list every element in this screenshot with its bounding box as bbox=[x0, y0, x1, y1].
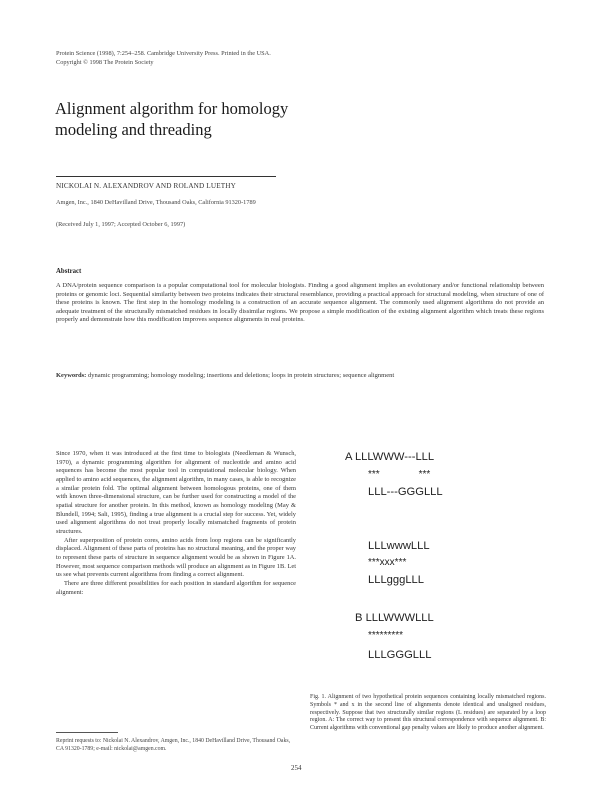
journal-copyright: Copyright © 1998 The Protein Society bbox=[56, 58, 154, 66]
figure-a-row-3: LLL---GGGLLL bbox=[368, 486, 443, 498]
page-number: 254 bbox=[291, 764, 302, 772]
body-text bbox=[56, 450, 296, 597]
body-paragraph-3: There are three different possibilities for each position in standard algorithm for sequence alignment: bbox=[56, 580, 296, 596]
abstract-heading: Abstract bbox=[56, 268, 82, 275]
title-line-1: Alignment algorithm for homology bbox=[55, 99, 289, 118]
figure-mid-row-3: LLLgggLLL bbox=[368, 574, 424, 586]
figure-b-row-2: ********* bbox=[368, 630, 404, 641]
paper-title bbox=[55, 98, 355, 140]
figure-mid-row-2: ***xxx*** bbox=[368, 557, 407, 568]
received-dates: (Received July 1, 1997; Accepted October 6, 1997) bbox=[56, 221, 186, 228]
figure-a-row-1: A LLLWWW---LLL bbox=[345, 451, 435, 463]
title-line-2: modeling and threading bbox=[55, 120, 212, 139]
figure-mid-row-1: LLLwwwLLL bbox=[368, 540, 430, 552]
figure-b-row-1: B LLLWWWLLL bbox=[355, 612, 434, 624]
figure-b-row-3: LLLGGGLLL bbox=[368, 649, 432, 661]
journal-citation: Protein Science (1998), 7:254–258. Cambridge University Press. Printed in the USA. bbox=[56, 50, 271, 57]
title-rule bbox=[56, 176, 276, 177]
abstract-text: A DNA/protein sequence comparison is a popular computational tool for molecular biologists. Finding a good alignment implies an evolutionary and/or functional relationship between proteins or genomic loci. Sequential similarity between two proteins indicates their structural resemblance, providing a practical approach for structural modeling, when structure of one of these proteins is known. The first step in the homology modeling is a construction of an accurate sequence alignment. The commonly used alignment algorithms do not provide an adequate treatment of the structurally mismatched residues in locally dissimilar regions. We propose a simple modification of the existing alignment algorithm which treats these regions properly and demonstrate how this modification improves sequence alignments in real proteins. bbox=[56, 282, 544, 324]
affiliation: Amgen, Inc., 1840 DeHavilland Drive, Thousand Oaks, California 91320-1789 bbox=[56, 199, 256, 206]
figure-a-row-2: *** *** bbox=[368, 469, 431, 480]
body-paragraph-2: After superposition of protein cores, amino acids from loop regions can be significantly displaced. Alignment of these parts of proteins has no structural meaning, and the proper way to represent these parts of structure in sequence alignment would be as shown in Figure 1A. However, most sequence comparison methods will produce an alignment as in Figure 1B. Let us see what prevents current algorithms from finding a correct alignment. bbox=[56, 536, 296, 579]
keywords-text: dynamic programming; homology modeling; insertions and deletions; loops in protein structures; sequence alignment bbox=[87, 372, 395, 379]
footnote: Reprint requests to: Nickolai N. Alexandrov, Amgen, Inc., 1840 DeHavilland Drive, Thousand Oaks, CA 91320-1789; e-mail: nickolai@amgen.com. bbox=[56, 738, 291, 752]
journal-header bbox=[56, 50, 356, 67]
figure-caption: Fig. 1. Alignment of two hypothetical protein sequences containing locally mismatched regions. Symbols * and x in the second line of alignments denote identical and unaligned residues, respectively. Suppose that two structurally similar regions (L residues) are separated by a loop region. A: The correct way to present this structural correspondence with sequence alignment. B: Current algorithms with conventional gap penalty values are likely to produce another alignment. bbox=[310, 694, 546, 731]
keywords bbox=[56, 372, 544, 381]
body-paragraph-1: Since 1970, when it was introduced at the first time to biologists (Needleman & Wunsch, 1970), a dynamic programming algorithm for alignment of nucleotide and amino acid sequences has become the most popular tool in computational molecular biology. When applied to amino acid sequences, the alignment algorithm, in many cases, is able to recognize a similar protein fold. The optimal alignment between homologous proteins, one of them with known three-dimensional structure, can be further used for constructing a model of the spatial structure for another protein. In this method, known as homology modeling (May & Blundell, 1994; Sali, 1995), finding a true alignment is a crucial step for success. Yet, widely used alignment algorithms do not treat properly locally mismatched fragments of protein structures. bbox=[56, 450, 296, 536]
keywords-label: Keywords: bbox=[56, 372, 87, 379]
authors: NICKOLAI N. ALEXANDROV AND ROLAND LUETHY bbox=[56, 182, 236, 190]
footnote-rule bbox=[56, 732, 118, 733]
